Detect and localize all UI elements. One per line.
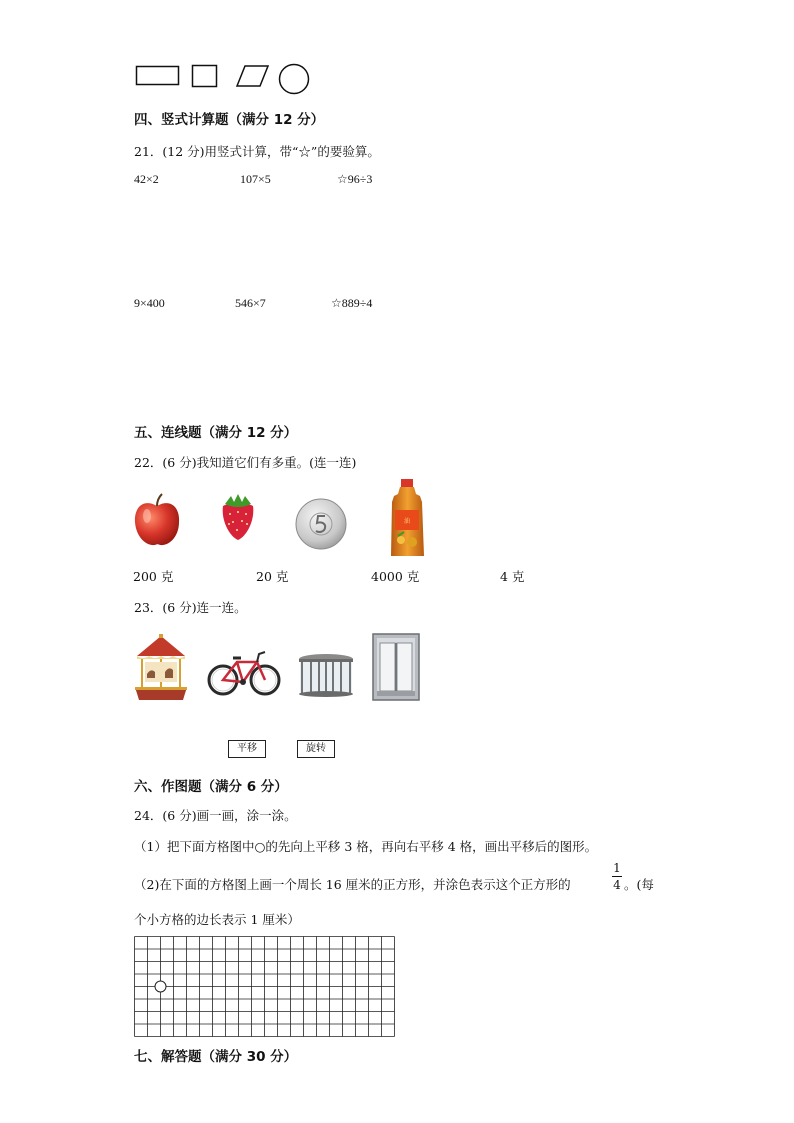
revolving-door-image [297, 652, 355, 698]
section-6-title: 六、作图题（满分 6 分） [134, 779, 288, 795]
question-24-part-2: （2)在下面的方格图上画一个周长 16 厘米的正方形，并涂色表示这个正方形的 [134, 877, 571, 892]
question-23-prompt: 23．(6 分)连一连。 [134, 600, 247, 615]
rotate-button[interactable]: 旋转 [297, 740, 335, 758]
elevator-image [372, 633, 420, 701]
question-21-prompt: 21．(12 分)用竖式计算，带“☆”的要验算。 [134, 144, 380, 159]
circle-shape [280, 65, 309, 94]
apple-image [133, 492, 181, 548]
square-shape [193, 66, 217, 87]
weight-2: 20 克 [256, 569, 289, 584]
expr-1: 42×2 [134, 172, 159, 186]
svg-text:油: 油 [403, 518, 411, 525]
bicycle-image [207, 648, 281, 698]
expr-4: 9×400 [134, 296, 165, 310]
oil-bottle-image [388, 478, 428, 558]
grid-circle-marker [155, 981, 166, 992]
question-24-part-2-end: 。(每 [624, 877, 654, 892]
weight-4: 4 克 [500, 569, 525, 584]
expr-3: ☆96÷3 [337, 172, 373, 186]
rectangle-shape [137, 67, 179, 85]
shapes-row [134, 60, 324, 96]
fraction-numerator: 1 [613, 861, 621, 875]
question-24-prompt: 24．(6 分)画一画，涂一涂。 [134, 808, 297, 823]
expr-2: 107×5 [240, 172, 271, 186]
expr-6: ☆889÷4 [331, 296, 373, 310]
expr-5: 546×7 [235, 296, 266, 310]
strawberry-image [219, 492, 257, 542]
weight-1: 200 克 [133, 569, 174, 584]
question-24-part-1: （1）把下面方格图中○的先向上平移 3 格，再向右平移 4 格，画出平移后的图形。 [134, 839, 598, 854]
question-24-part-3: 个小方格的边长表示 1 厘米） [134, 912, 300, 927]
parallelogram-shape [237, 66, 268, 86]
section-5-title: 五、连线题（满分 12 分） [134, 425, 298, 441]
section-4-title: 四、竖式计算题（满分 12 分） [134, 112, 325, 128]
fraction-bar [612, 876, 622, 877]
coin-image [294, 498, 348, 550]
square-grid[interactable] [134, 936, 395, 1037]
translate-button[interactable]: 平移 [228, 740, 266, 758]
section-7-title: 七、解答题（满分 30 分） [134, 1049, 298, 1065]
fraction-denominator: 4 [613, 878, 621, 892]
question-22-prompt: 22．(6 分)我知道它们有多重。(连一连) [134, 455, 357, 470]
carousel-image [133, 634, 189, 704]
weight-3: 4000 克 [371, 569, 420, 584]
